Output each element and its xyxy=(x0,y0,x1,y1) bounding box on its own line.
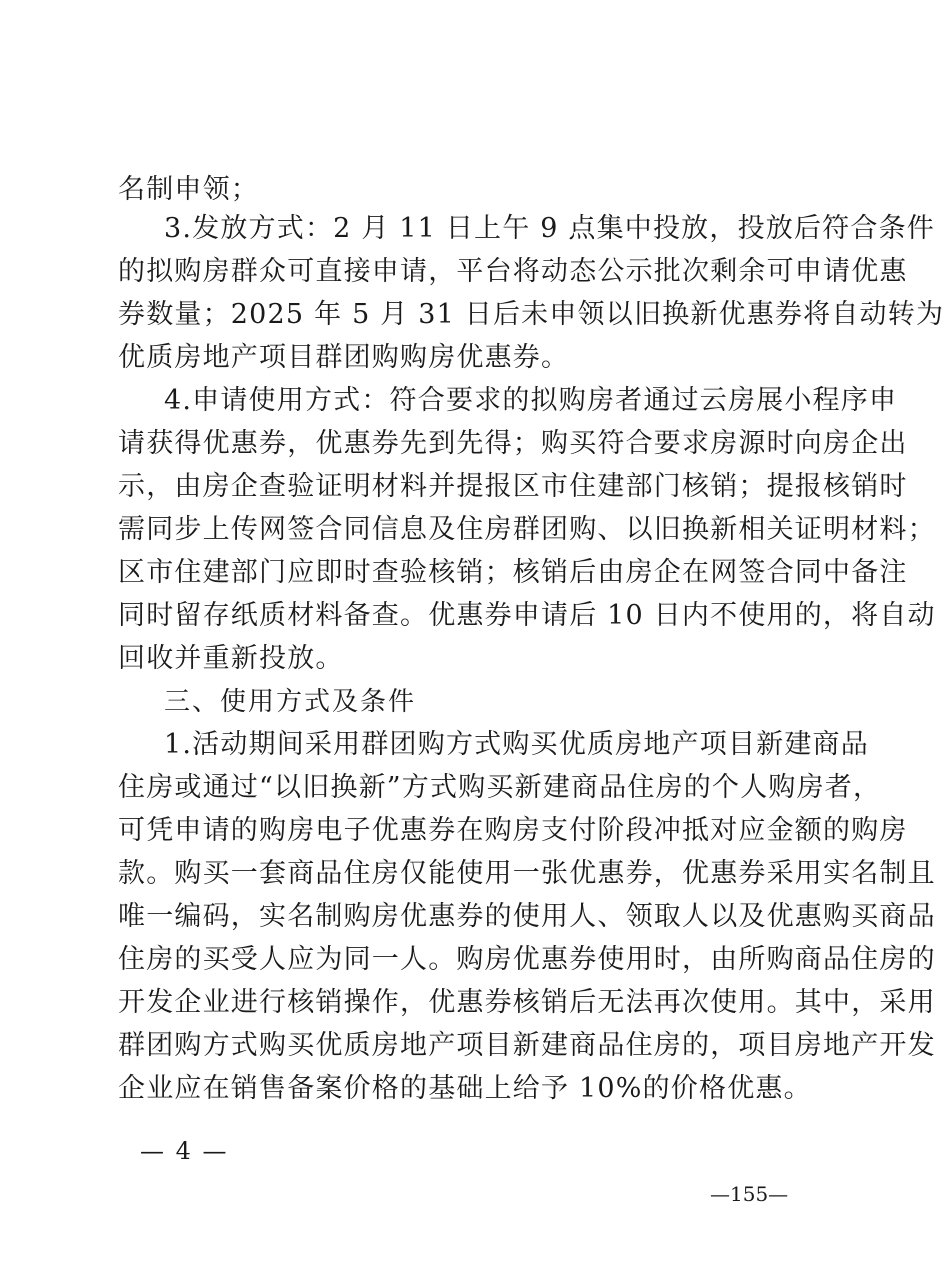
text-line: 1.活动期间采用群团购方式购买优质房地产项目新建商品 xyxy=(164,729,869,760)
text-line: 可凭申请的购房电子优惠券在购房支付阶段冲抵对应金额的购房 xyxy=(118,815,908,846)
page-number-outer: —155— xyxy=(710,1182,789,1206)
text-line: 企业应在销售备案价格的基础上给予 10%的价格优惠。 xyxy=(118,1073,812,1104)
text-line: 优质房地产项目群团购购房优惠券。 xyxy=(118,342,570,373)
text-line: 名制申领； xyxy=(118,174,259,205)
section-heading: 三、使用方式及条件 xyxy=(164,687,417,717)
text-line: 款。购买一套商品住房仅能使用一张优惠券，优惠券采用实名制且 xyxy=(118,858,936,889)
text-line: 4.申请使用方式：符合要求的拟购房者通过云房展小程序申 xyxy=(164,385,898,416)
text-line: 住房的买受人应为同一人。购房优惠券使用时，由所购商品住房的 xyxy=(118,944,936,975)
text-line: 需同步上传网签合同信息及住房群团购、以旧换新相关证明材料； xyxy=(118,514,936,545)
text-line: 开发企业进行核销操作，优惠券核销后无法再次使用。其中，采用 xyxy=(118,987,936,1018)
page-number-inner: — 4 — xyxy=(140,1137,229,1165)
text-line: 区市住建部门应即时查验核销；核销后由房企在网签合同中备注 xyxy=(118,557,908,588)
text-line: 券数量；2025 年 5 月 31 日后未申领以旧换新优惠券将自动转为 xyxy=(118,299,944,330)
text-line: 回收并重新投放。 xyxy=(118,643,344,674)
text-line: 示，由房企查验证明材料并提报区市住建部门核销；提报核销时 xyxy=(118,471,908,502)
text-line: 唯一编码，实名制购房优惠券的使用人、领取人以及优惠购买商品 xyxy=(118,901,936,932)
text-line: 同时留存纸质材料备查。优惠券申请后 10 日内不使用的，将自动 xyxy=(118,600,936,631)
text-line: 群团购方式购买优质房地产项目新建商品住房的，项目房地产开发 xyxy=(118,1030,936,1061)
text-line: 请获得优惠券，优惠券先到先得；购买符合要求房源时向房企出 xyxy=(118,428,908,459)
text-line: 3.发放方式：2 月 11 日上午 9 点集中投放，投放后符合条件 xyxy=(164,213,935,244)
text-line: 住房或通过“以旧换新”方式购买新建商品住房的个人购房者， xyxy=(118,772,882,803)
text-line: 的拟购房群众可直接申请，平台将动态公示批次剩余可申请优惠 xyxy=(118,256,908,287)
